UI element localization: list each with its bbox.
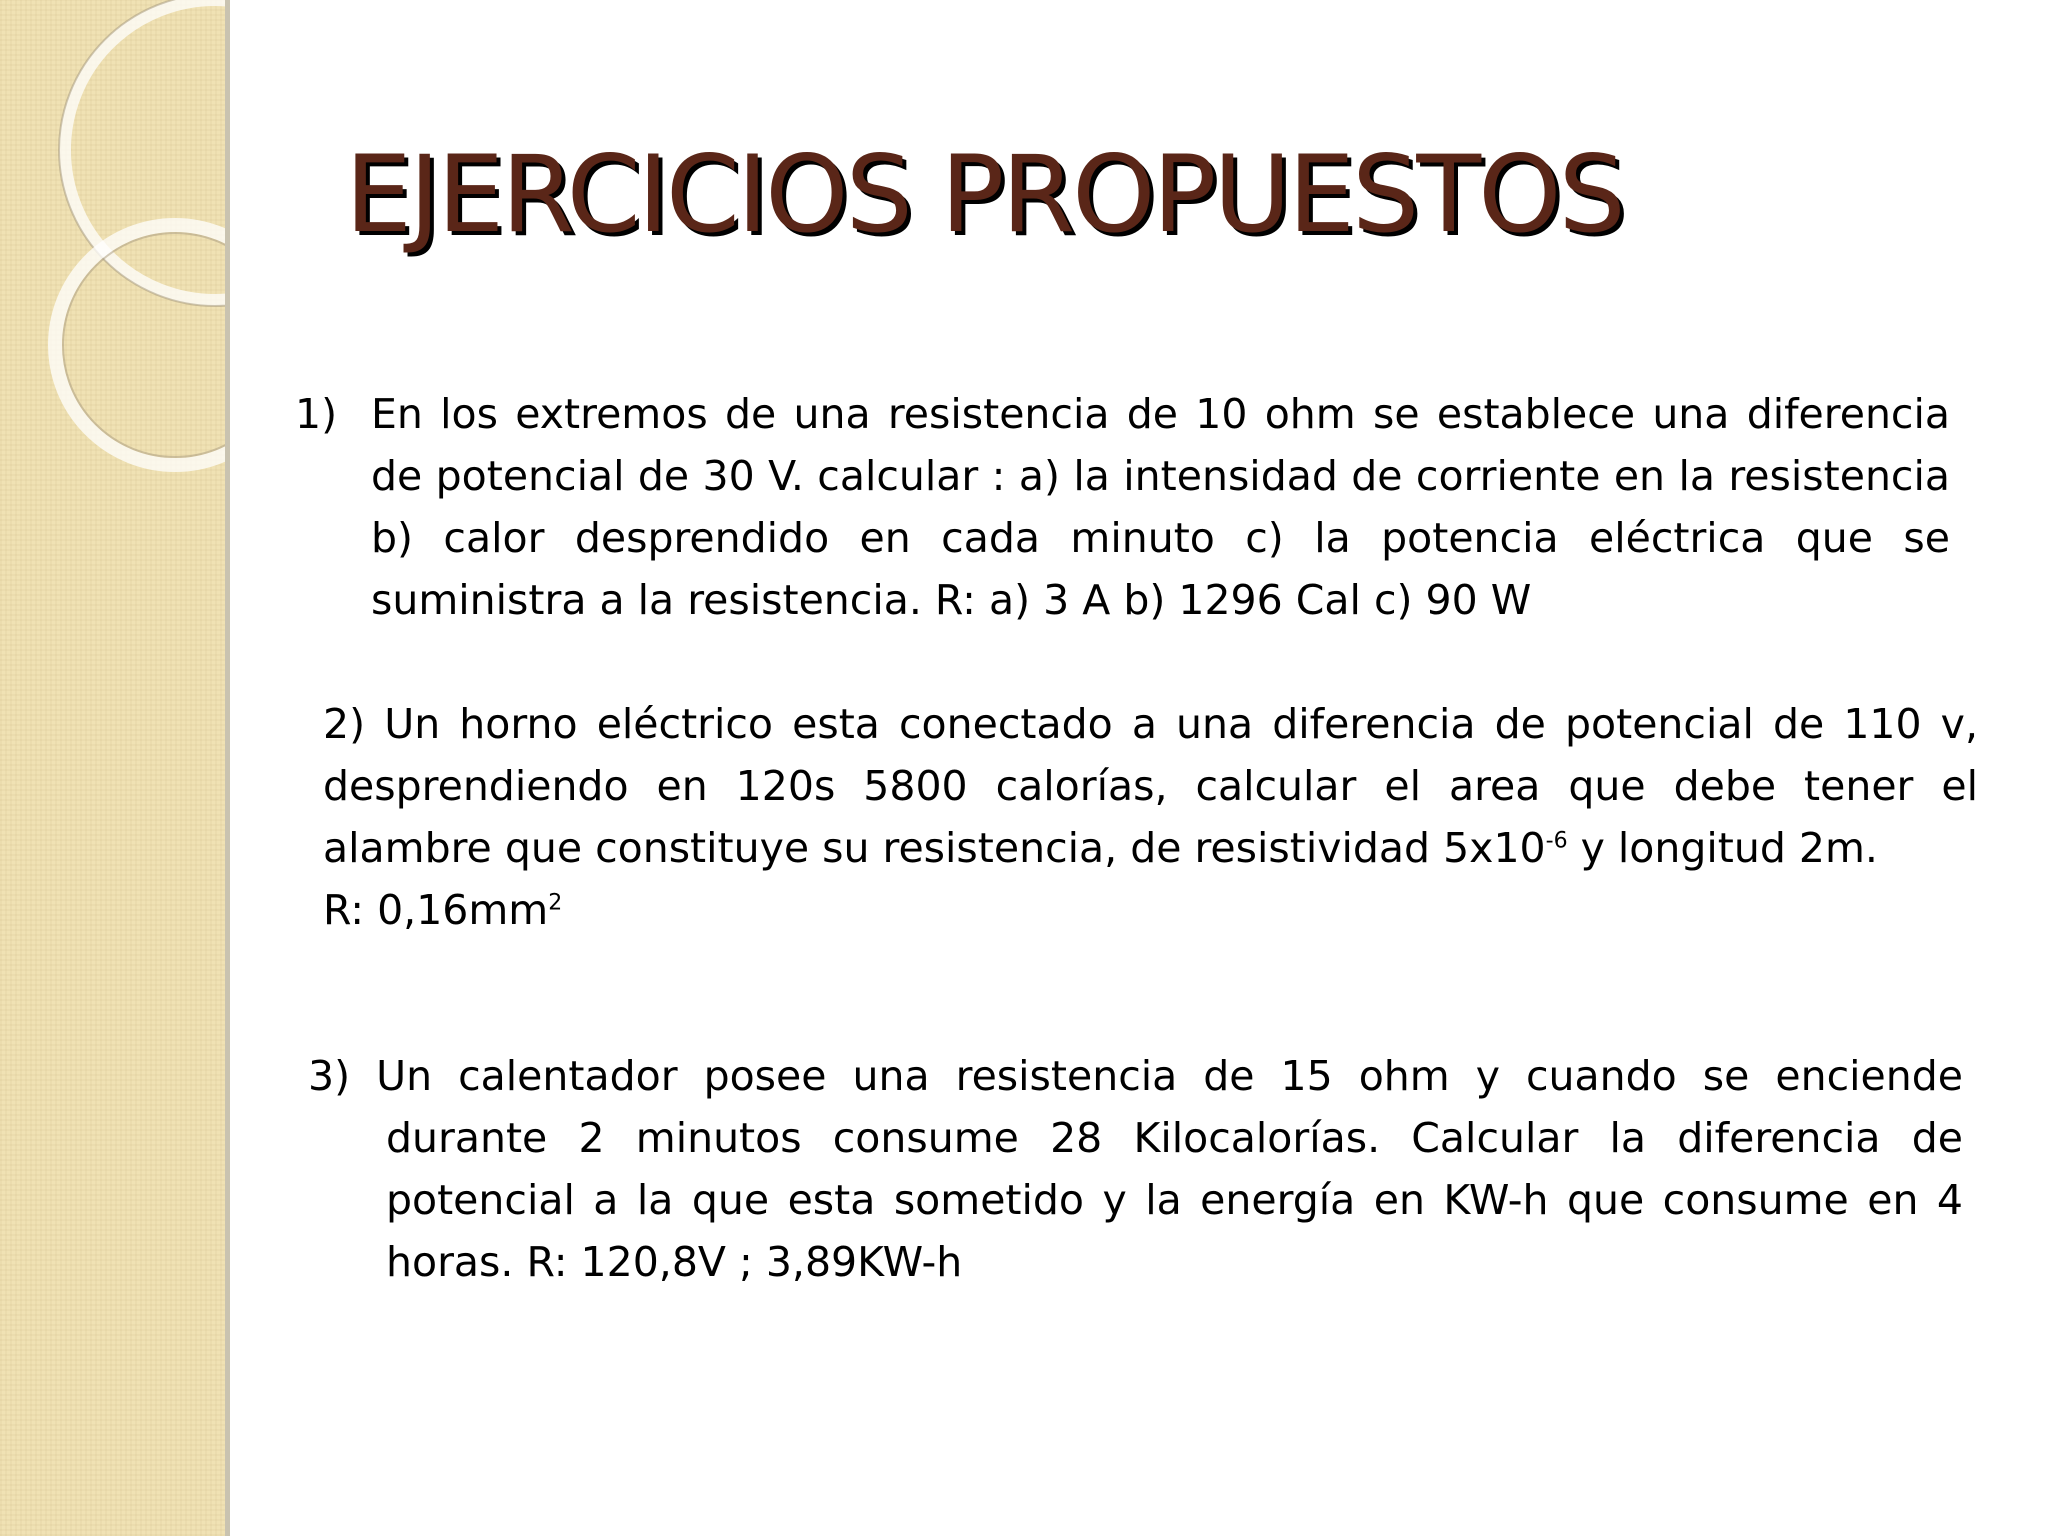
slide-title: EJERCICIOS PROPUESTOS — [345, 133, 1623, 256]
exponent: -6 — [1545, 828, 1568, 854]
exercise-number: 3) — [308, 1052, 351, 1100]
exercise-text — [323, 693, 1978, 879]
exercise-text-part: Un calentador posee una resistencia de 15 ohm y cuando se enciende durante 2 minutos consume 28 Kilocalorías. Calcular la diferencia de potencial a la que esta sometido y la energía en KW-h que consume en 4 horas. R: 120,8V ; 3,89KW-h — [376, 1052, 1963, 1286]
exponent: 2 — [548, 890, 563, 916]
decorative-side-band — [0, 0, 225, 1536]
exercise-text — [308, 1045, 1963, 1293]
decorative-rings-icon — [0, 0, 225, 520]
side-band-border — [225, 0, 230, 1536]
exercise-text-part: y longitud 2m. — [1567, 824, 1878, 872]
exercise-2 — [323, 693, 1978, 941]
answer-text: R: 0,16mm — [323, 886, 549, 934]
exercise-number: 2) — [323, 700, 366, 748]
exercise-text: En los extremos de una resistencia de 10 ohm se establece una diferencia de potencial de 30 V. calcular : a) la intensidad de corriente en la resistencia b) calor desprendido en cada minuto c) la potencia eléctrica que se suministra a la resistencia. R: a) 3 A b) 1296 Cal c) 90 W — [371, 390, 1950, 624]
exercise-answer — [323, 879, 1978, 941]
exercise-1 — [295, 383, 1950, 631]
exercise-number: 1) — [295, 390, 338, 438]
exercise-3 — [308, 1045, 1963, 1293]
exercise-text-part: Un horno eléctrico esta conectado a una diferencia de potencial de 110 v, desprendiendo en 120s 5800 calorías, calcular el area que debe tener el alambre que constituye su resistencia, de resistividad 5x10 — [323, 700, 1978, 872]
